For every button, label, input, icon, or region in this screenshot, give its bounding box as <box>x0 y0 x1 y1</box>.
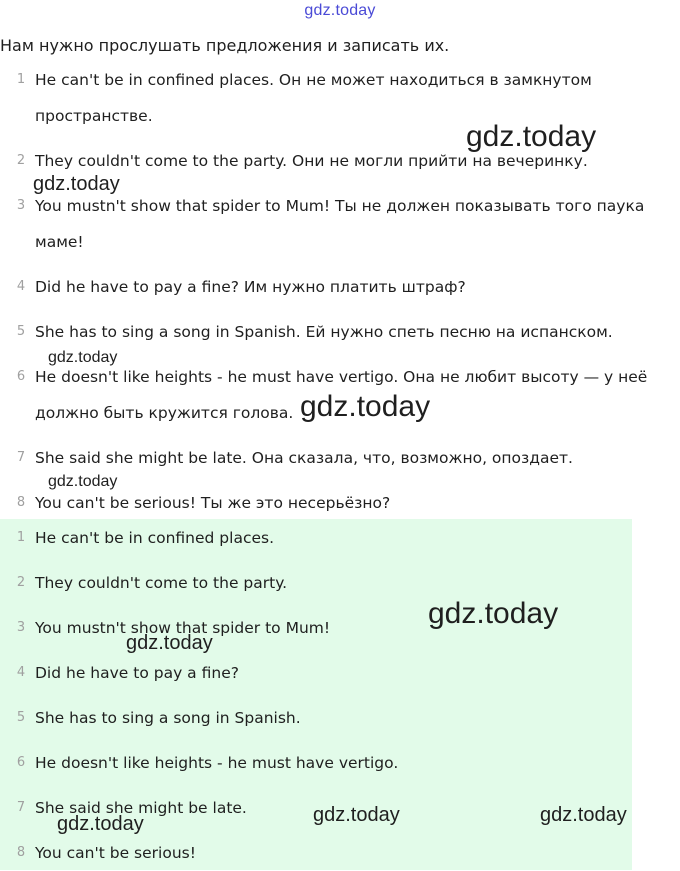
answer-item-2 <box>0 565 640 601</box>
watermark: gdz.today <box>48 349 118 366</box>
translation-item-7 <box>0 440 640 476</box>
answer-text: She has to sing a song in Spanish. <box>35 709 301 727</box>
translation-line-2: пространстве. <box>35 107 153 125</box>
watermark: gdz.today <box>313 804 400 826</box>
translation-line-1: He can't be in confined places. Он не может находиться в замкнутом <box>35 71 592 89</box>
answer-text: She said she might be late. <box>35 799 247 817</box>
line-number: 1 <box>16 530 26 545</box>
translation-line-1: He doesn't like heights - he must have vertigo. Она не любит высоту — у неё <box>35 368 648 386</box>
answer-text: You can't be serious! <box>35 844 196 862</box>
line-number: 8 <box>16 495 26 510</box>
line-number: 2 <box>16 153 26 168</box>
line-number: 3 <box>16 620 26 635</box>
line-number: 6 <box>16 369 26 384</box>
task-intro: Нам нужно прослушать предложения и записать их. <box>0 36 450 55</box>
translation-text <box>35 485 640 521</box>
answer-text: You mustn't show that spider to Mum! <box>35 619 331 637</box>
line-number: 7 <box>16 800 26 815</box>
watermark: gdz.today <box>300 390 431 423</box>
answer-text: Did he have to pay a fine? <box>35 664 239 682</box>
answer-text: He can't be in confined places. <box>35 529 275 547</box>
line-number: 4 <box>16 279 26 294</box>
translation-line-2: маме! <box>35 233 84 251</box>
translation-line-2: должно быть кружится голова. <box>35 404 294 422</box>
line-number: 5 <box>16 324 26 339</box>
line-number: 2 <box>16 575 26 590</box>
line-number: 1 <box>16 72 26 87</box>
line-number: 7 <box>16 450 26 465</box>
answer-text: He doesn't like heights - he must have vertigo. <box>35 754 399 772</box>
translation-text <box>35 188 645 260</box>
translation-text <box>35 269 640 305</box>
translation-line-1: You can't be serious! Ты же это несерьёзно? <box>35 494 391 512</box>
watermark: gdz.today <box>126 632 213 654</box>
watermark: gdz.today <box>428 597 559 630</box>
translation-item-5 <box>0 314 640 350</box>
translation-item-3 <box>0 188 645 260</box>
watermark: gdz.today <box>48 473 118 490</box>
line-number: 8 <box>16 845 26 860</box>
translation-line-1: She said she might be late. Она сказала, что, возможно, опоздает. <box>35 449 573 467</box>
translation-line-1: You mustn't show that spider to Mum! Ты не должен показывать того паука <box>35 197 645 215</box>
translation-text <box>35 440 640 476</box>
watermark: gdz.today <box>540 804 627 826</box>
header-watermark: gdz.today <box>304 2 376 19</box>
watermark: gdz.today <box>466 120 597 153</box>
line-number: 5 <box>16 710 26 725</box>
answer-item-5 <box>0 700 640 736</box>
line-number: 4 <box>16 665 26 680</box>
answer-item-4 <box>0 655 640 691</box>
answer-text: They couldn't come to the party. <box>35 574 288 592</box>
watermark: gdz.today <box>57 813 144 835</box>
line-number: 3 <box>16 198 26 213</box>
translation-item-4 <box>0 269 640 305</box>
translation-line-1: Did he have to pay a fine? Им нужно платить штраф? <box>35 278 466 296</box>
watermark: gdz.today <box>33 173 120 195</box>
answer-item-6 <box>0 745 640 781</box>
answer-item-1 <box>0 520 640 556</box>
translation-line-1: She has to sing a song in Spanish. Ей нужно спеть песню на испанском. <box>35 323 613 341</box>
translation-line-1: They couldn't come to the party. Они не могли прийти на вечеринку. <box>35 152 588 170</box>
answer-item-8 <box>0 835 640 871</box>
line-number: 6 <box>16 755 26 770</box>
translation-text <box>35 314 640 350</box>
